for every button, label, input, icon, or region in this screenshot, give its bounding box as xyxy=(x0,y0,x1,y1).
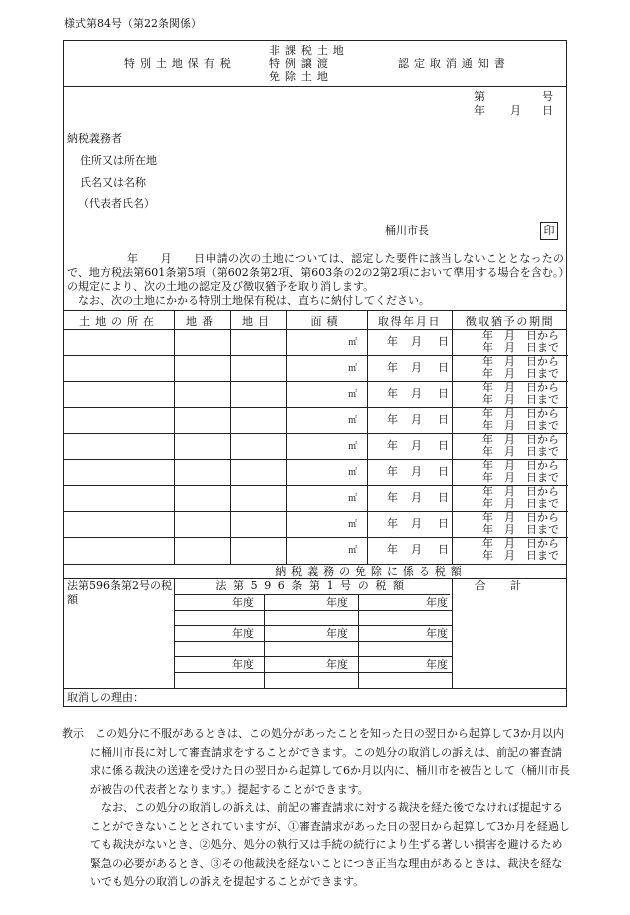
land-row xyxy=(64,485,568,511)
body-paragraph-2: なお、次の土地にかかる特別土地保有税は、直ちに納付してください。 xyxy=(78,294,430,307)
area-unit: ㎡ xyxy=(348,546,358,556)
period-from: 年 月 日から xyxy=(482,459,559,472)
land-row xyxy=(64,355,568,381)
acquisition-date-part: 月 xyxy=(411,439,422,452)
doc-year: 年 xyxy=(474,104,485,117)
doc-day: 日 xyxy=(542,104,553,117)
acquisition-date-part: 月 xyxy=(411,361,422,374)
period-to: 年 月 日まで xyxy=(482,419,559,432)
body-paragraph-1: 年 月 日申請の次の土地については、認定した要件に該当しないこととなったので、地方税法第601条第5項（第602条第2項、第603条の2の2第2項において準用する場合を含む。）の規定により、次の土地の認定及び徴収猶予を取り消します。 xyxy=(67,252,564,293)
acquisition-date-part: 日 xyxy=(438,465,449,478)
notice-paragraph-1: 教示 この処分に不服があるときは、この処分があったことを知った日の翌日から起算して3か月以内に桶川市長に対して審査請求をすることができます。この処分の取消しの訴えは、前記の審査請求に係る裁決の送達を受けた日の翌日から起算して6か月以内に、桶川市を被告として（桶川市長が被告の代表者となります。）提起することができます。 xyxy=(62,727,570,796)
acquisition-date-part: 日 xyxy=(438,413,449,426)
period-from: 年 月 日から xyxy=(482,407,559,420)
period-to: 年 月 日まで xyxy=(482,341,559,354)
period-from: 年 月 日から xyxy=(482,537,559,550)
fiscal-year-label: 年度 xyxy=(326,658,348,671)
exempt-year-row xyxy=(64,594,568,625)
period-to: 年 月 日まで xyxy=(482,471,559,484)
acquisition-date-part: 年 xyxy=(387,439,398,452)
acquisition-date-part: 日 xyxy=(438,517,449,530)
doc-go: 号 xyxy=(542,90,553,103)
acquisition-date-part: 年 xyxy=(387,491,398,504)
fiscal-year-label: 年度 xyxy=(326,596,348,609)
exempt-year-row xyxy=(64,625,568,656)
land-row xyxy=(64,511,568,537)
acquisition-date-part: 年 xyxy=(387,413,398,426)
acquisition-date-part: 年 xyxy=(387,517,398,530)
area-unit: ㎡ xyxy=(348,364,358,374)
period-from: 年 月 日から xyxy=(482,355,559,368)
title-row1: 非課税土地 xyxy=(269,44,349,57)
title-prefix: 特別土地保有税 xyxy=(124,57,236,70)
taxpayer-heading: 納税義務者 xyxy=(67,132,122,145)
acquisition-date-part: 月 xyxy=(411,491,422,504)
period-to: 年 月 日まで xyxy=(482,523,559,536)
area-unit: ㎡ xyxy=(348,338,358,348)
acquisition-date-part: 月 xyxy=(411,413,422,426)
form-label: 様式第84号（第22条関係） xyxy=(64,17,202,30)
period-to: 年 月 日まで xyxy=(482,445,559,458)
period-from: 年 月 日から xyxy=(482,329,559,342)
exempt-left-label: 法第596条第2号の税額 xyxy=(67,579,172,606)
title-row2: 特例譲渡 xyxy=(269,57,333,70)
title-row3: 免除土地 xyxy=(269,70,333,83)
area-unit: ㎡ xyxy=(348,442,358,452)
period-to: 年 月 日まで xyxy=(482,393,559,406)
acquisition-date-part: 日 xyxy=(438,491,449,504)
reason-label: 取消しの理由： xyxy=(67,691,144,704)
acquisition-date-part: 月 xyxy=(411,517,422,530)
area-unit: ㎡ xyxy=(348,416,358,426)
fiscal-year-label: 年度 xyxy=(232,596,254,609)
official-seal: 印 xyxy=(540,222,558,240)
land-row xyxy=(64,433,568,459)
acquisition-date-part: 年 xyxy=(387,387,398,400)
exempt-year-row xyxy=(64,656,568,687)
acquisition-date-part: 年 xyxy=(387,335,398,348)
header-area: 面積 xyxy=(310,315,343,328)
doc-dai: 第 xyxy=(474,90,485,103)
doc-month: 月 xyxy=(510,104,521,117)
legal-notice xyxy=(62,725,572,892)
acquisition-date-part: 日 xyxy=(438,387,449,400)
acquisition-date-part: 年 xyxy=(387,361,398,374)
period-from: 年 月 日から xyxy=(482,511,559,524)
exempt-total-label: 合計 xyxy=(474,579,546,592)
form-frame xyxy=(63,40,567,707)
fiscal-year-label: 年度 xyxy=(426,627,448,640)
area-unit: ㎡ xyxy=(348,494,358,504)
acquisition-date-part: 年 xyxy=(387,465,398,478)
fiscal-year-label: 年度 xyxy=(426,658,448,671)
header-deferral-period: 徴収猶予の期間 xyxy=(465,315,555,328)
period-from: 年 月 日から xyxy=(482,433,559,446)
taxpayer-name-label: 氏名又は名称 xyxy=(80,176,146,189)
land-row xyxy=(64,329,568,355)
header-acquisition-date: 取得年月日 xyxy=(377,315,442,328)
acquisition-date-part: 日 xyxy=(438,439,449,452)
area-unit: ㎡ xyxy=(348,468,358,478)
notice-paragraph-2: なお、この処分の取消しの訴えは、前記の審査請求に対する裁決を経た後でなければ提起することができないこととされていますが、①審査請求があった日の翌日から起算して3か月を経過しても裁決がないとき、②処分、処分の執行又は手続の続行により生ずる著しい損害を避けるため緊急の必要があるとき、③その他裁決を経ないことにつき正当な理由があるときは、裁決を経ないでも処分の取消しの訴えを提起することができます。 xyxy=(90,801,570,888)
fiscal-year-label: 年度 xyxy=(232,658,254,671)
taxpayer-rep-label: （代表者氏名） xyxy=(78,197,155,210)
header-lot-number: 地番 xyxy=(186,315,218,328)
acquisition-date-part: 月 xyxy=(411,465,422,478)
fiscal-year-label: 年度 xyxy=(426,596,448,609)
acquisition-date-part: 月 xyxy=(411,543,422,556)
fiscal-year-label: 年度 xyxy=(232,627,254,640)
period-from: 年 月 日から xyxy=(482,381,559,394)
period-to: 年 月 日まで xyxy=(482,497,559,510)
period-from: 年 月 日から xyxy=(482,485,559,498)
acquisition-date-part: 日 xyxy=(438,543,449,556)
acquisition-date-part: 年 xyxy=(387,543,398,556)
period-to: 年 月 日まで xyxy=(482,367,559,380)
acquisition-date-part: 月 xyxy=(411,387,422,400)
land-row xyxy=(64,459,568,485)
area-unit: ㎡ xyxy=(348,390,358,400)
header-land-category: 地目 xyxy=(242,315,274,328)
exempt-mid-label: 法第596条第1号の税額 xyxy=(215,579,411,592)
acquisition-date-part: 月 xyxy=(411,335,422,348)
land-row xyxy=(64,537,568,563)
header-location: 土地の所在 xyxy=(79,315,159,328)
exempt-title: 納税義務の免除に係る税額 xyxy=(275,565,467,578)
taxpayer-address-label: 住所又は所在地 xyxy=(80,154,157,167)
fiscal-year-label: 年度 xyxy=(326,627,348,640)
mayor-name: 桶川市長 xyxy=(385,224,429,237)
acquisition-date-part: 日 xyxy=(438,335,449,348)
acquisition-date-part: 日 xyxy=(438,361,449,374)
title-suffix: 認定取消通知書 xyxy=(398,57,510,70)
area-unit: ㎡ xyxy=(348,520,358,530)
land-row xyxy=(64,381,568,407)
land-row xyxy=(64,407,568,433)
period-to: 年 月 日まで xyxy=(482,549,559,562)
